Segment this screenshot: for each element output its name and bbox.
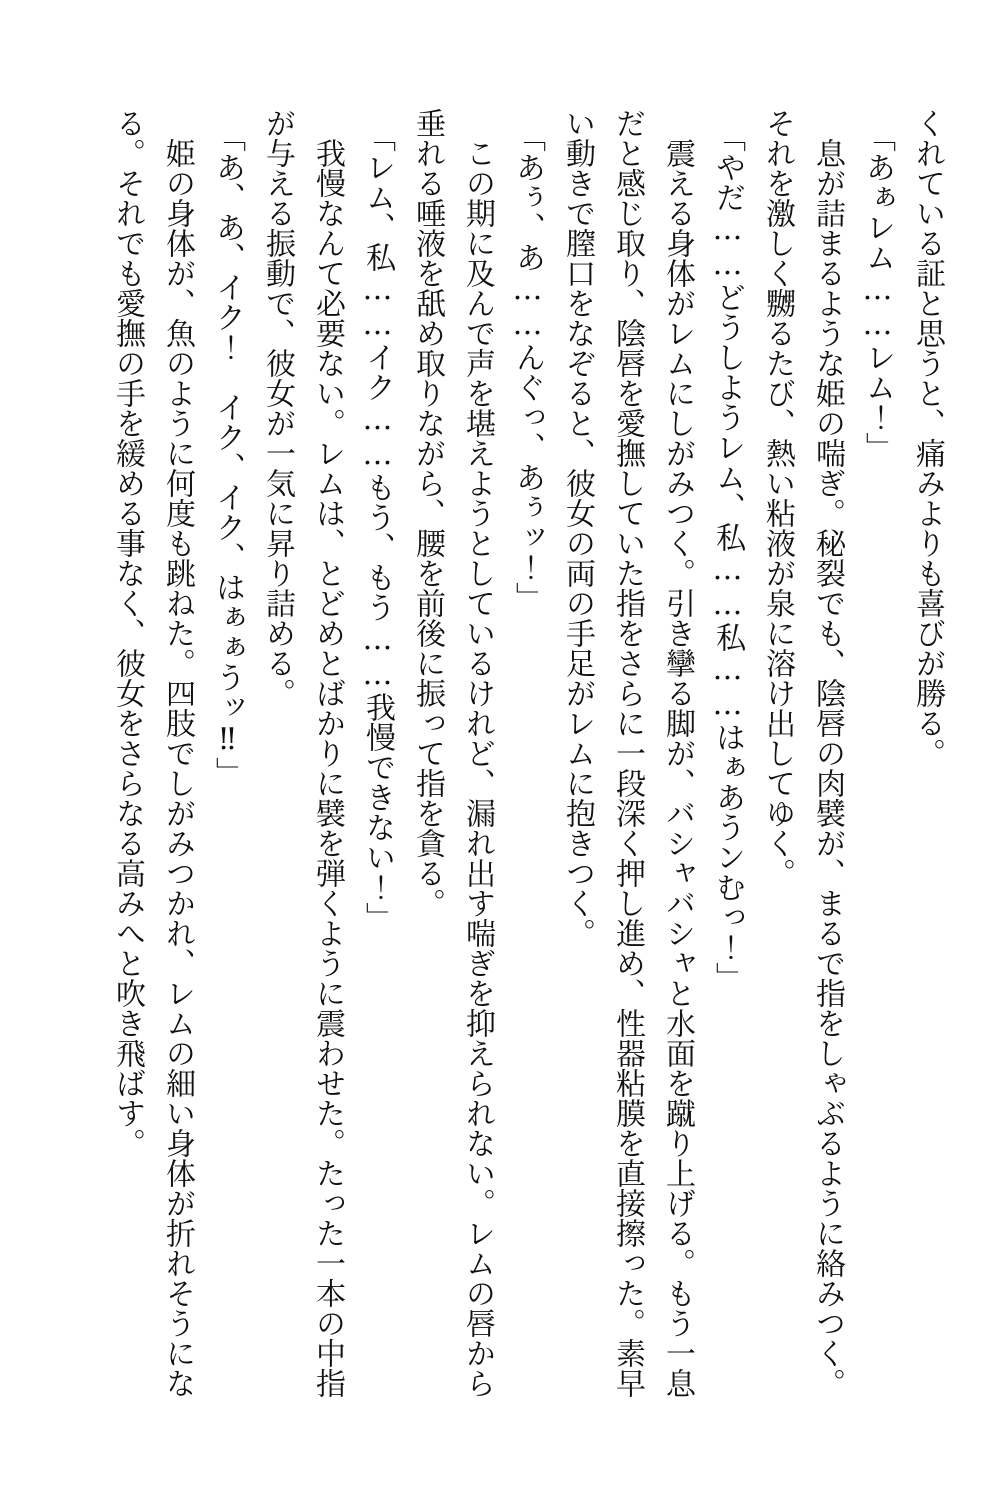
paragraph-dialogue: 「あぁレム……レム！」 xyxy=(860,121,895,462)
paragraph: この期に及んで声を堪えようとしているけれど、漏れ出す喘ぎを抑えられない。レムの唇から垂れる唾液を舐め取りながら、腰を前後に振って指を貪る。 xyxy=(410,108,495,1398)
paragraph: 息が詰まるような姫の喘ぎ。秘裂でも、陰唇の肉襞が、まるで指をしゃぶるように絡みつく。それを激しく嬲るたび、熱い粘液が泉に溶け出してゆく。 xyxy=(760,108,845,1398)
paragraph-dialogue: 「やだ……どうしようレム、私……私……はぁあうンむっ！」 xyxy=(710,121,745,992)
paragraph: 我慢なんて必要ない。レムは、とどめとばかりに襞を弾くように震わせた。たった一本の中指が与える振動で、彼女が一気に昇り詰める。 xyxy=(260,108,345,1398)
paragraph-dialogue: 「あ、あ、イク！ イク、イク、はぁぁうッ‼」 xyxy=(210,121,245,787)
paragraph-dialogue: 「レム、私……イク……もう、もう……我慢できない！」 xyxy=(360,121,395,932)
paragraph-dialogue: 「あぅ、あ……んぐっ、あぅッ！」 xyxy=(510,121,545,612)
text-block xyxy=(102,108,952,1400)
paragraph: 震える身体がレムにしがみつく。引き攣る脚が、バシャバシャと水面を蹴り上げる。もう一息だと感じ取り、陰唇を愛撫していた指をさらに一段深く押し進め、性器粘膜を直接擦った。素早い動きで膣口をなぞると、彼女の両の手足がレムに抱きつく。 xyxy=(560,108,695,1398)
paragraph: 姫の身体が、魚のように何度も跳ねた。四肢でしがみつかれ、レムの細い身体が折れそうになる。それでも愛撫の手を緩める事なく、彼女をさらなる高みへと吹き飛ばす。 xyxy=(110,108,195,1398)
paragraph: くれている証と思うと、痛みよりも喜びが勝る。 xyxy=(910,108,945,768)
